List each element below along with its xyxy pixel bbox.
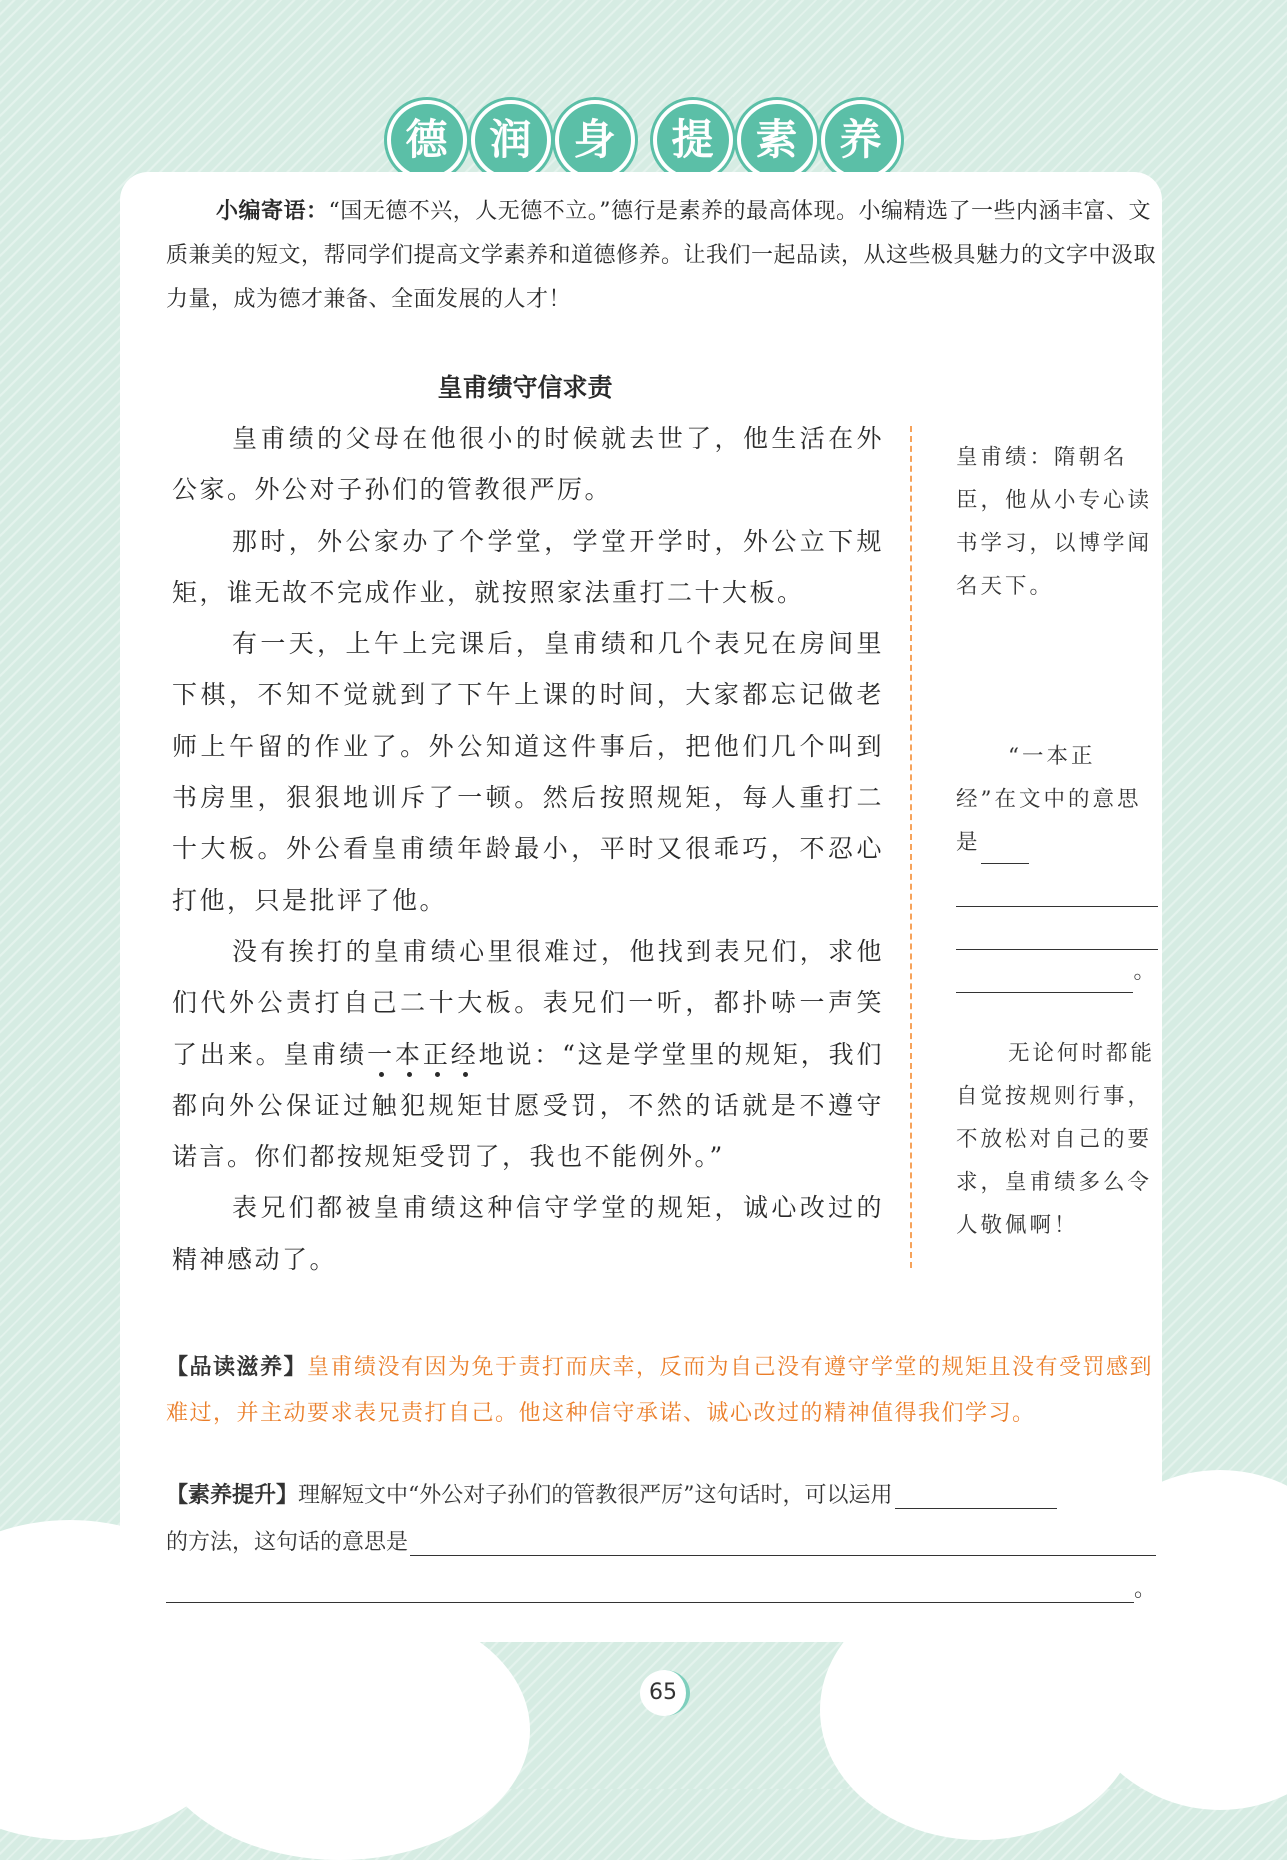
question-label: “一本正经”在文中的意思是	[956, 744, 1142, 855]
intro-label: 小编寄语：	[216, 199, 329, 224]
story-paragraph: 皇甫绩的父母在他很小的时候就去世了，他生活在外公家。外公对子孙们的管教很严厉。	[172, 424, 884, 505]
question-text	[956, 735, 1158, 864]
answer-blank[interactable]	[410, 1525, 1156, 1556]
title-char: 提	[653, 100, 733, 180]
title-char: 素	[737, 100, 817, 180]
answer-blank[interactable]	[956, 907, 1158, 950]
suyang-text: 理解短文中“外公对子孙们的管教很严厉”这句话时，可以运用	[298, 1483, 893, 1508]
answer-blank-row	[956, 950, 1158, 993]
period-mark: 。	[1133, 1577, 1156, 1602]
emphasis-char: 正	[422, 1039, 451, 1069]
period-mark: 。	[1133, 959, 1158, 984]
pindu-label: 【品读滋养】	[166, 1355, 308, 1380]
title-char: 养	[821, 100, 901, 180]
suyang-section	[166, 1462, 1156, 1603]
story-body	[172, 413, 884, 1285]
emphasis-char: 一	[367, 1039, 395, 1069]
suyang-text: 的方法，这句话的意思是	[166, 1530, 409, 1555]
title-group-1	[387, 100, 635, 180]
suyang-row	[166, 1509, 1156, 1556]
side-note-question	[956, 735, 1158, 993]
side-note-comment	[956, 1032, 1158, 1247]
answer-blank[interactable]	[981, 835, 1029, 864]
comment-text: 无论何时都能自觉按规则行事，不放松对自己的要求，皇甫绩多么令人敬佩啊！	[956, 1041, 1156, 1238]
answer-blank[interactable]	[956, 962, 1133, 993]
story-title: 皇甫绩守信求责	[437, 373, 613, 402]
story-text: 没有挨打的皇甫绩心里很难过，他找到表兄们，求他们代外公责打自己二十大板。表兄们一听，都扑哧一声笑了出来。皇甫绩	[172, 936, 884, 1069]
intro-text: “国无德不兴，人无德不立。”德行是素养的最高体现。小编精选了一些内涵丰富、文质兼美的短文，帮同学们提高文学素养和道德修养。让我们一起品读，从这些极具魅力的文字中汲取力量，成为德才兼备、全面发展的人才！	[166, 199, 1157, 312]
answer-blank[interactable]	[895, 1478, 1057, 1509]
emphasis-char: 本	[394, 1039, 423, 1069]
emphasis-char: 经	[450, 1039, 479, 1069]
answer-blank[interactable]	[166, 1572, 1134, 1603]
suyang-row	[166, 1462, 1156, 1509]
page-number: 65	[640, 1670, 690, 1716]
story-paragraph: 表兄们都被皇甫绩这种信守学堂的规矩，诚心改过的精神感动了。	[172, 1193, 884, 1274]
title-char: 润	[471, 100, 551, 180]
pindu-section	[166, 1345, 1156, 1437]
editor-intro	[166, 190, 1156, 322]
pindu-text: 皇甫绩没有因为免于责打而庆幸，反而为自己没有遵守学堂的规矩且没有受罚感到难过，并主动要求表兄责打自己。他这种信守承诺、诚心改过的精神值得我们学习。	[166, 1355, 1154, 1426]
side-note-biography: 皇甫绩：隋朝名臣，他从小专心读书学习，以博学闻名天下。	[956, 445, 1153, 599]
suyang-label: 【素养提升】	[166, 1483, 299, 1508]
story-paragraph: 有一天，上午上完课后，皇甫绩和几个表兄在房间里下棋，不知不觉就到了下午上课的时间，大家都忘记做老师上午留的作业了。外公知道这件事后，把他们几个叫到书房里，狠狠地训斥了一顿。然后按照规矩，每人重打二十大板。外公看皇甫绩年龄最小，平时又很乖巧，不忍心打他，只是批评了他。	[172, 629, 884, 915]
story-paragraph	[172, 926, 884, 1182]
story-paragraph: 那时，外公家办了个学堂，学堂开学时，外公立下规矩，谁无故不完成作业，就按照家法重打二十大板。	[172, 526, 884, 607]
page-header-title	[0, 100, 1287, 180]
title-char: 德	[387, 100, 467, 180]
title-char: 身	[555, 100, 635, 180]
title-group-2	[653, 100, 901, 180]
answer-blank[interactable]	[956, 864, 1158, 907]
suyang-row	[166, 1556, 1156, 1603]
story-text: 地说：“这是学堂里的规矩，我们都向外公保证过触犯规矩甘愿受罚，不然的话就是不遵守诺言。你们都按规矩受罚了，我也不能例外。”	[172, 1039, 884, 1172]
dashed-divider	[910, 426, 912, 1268]
